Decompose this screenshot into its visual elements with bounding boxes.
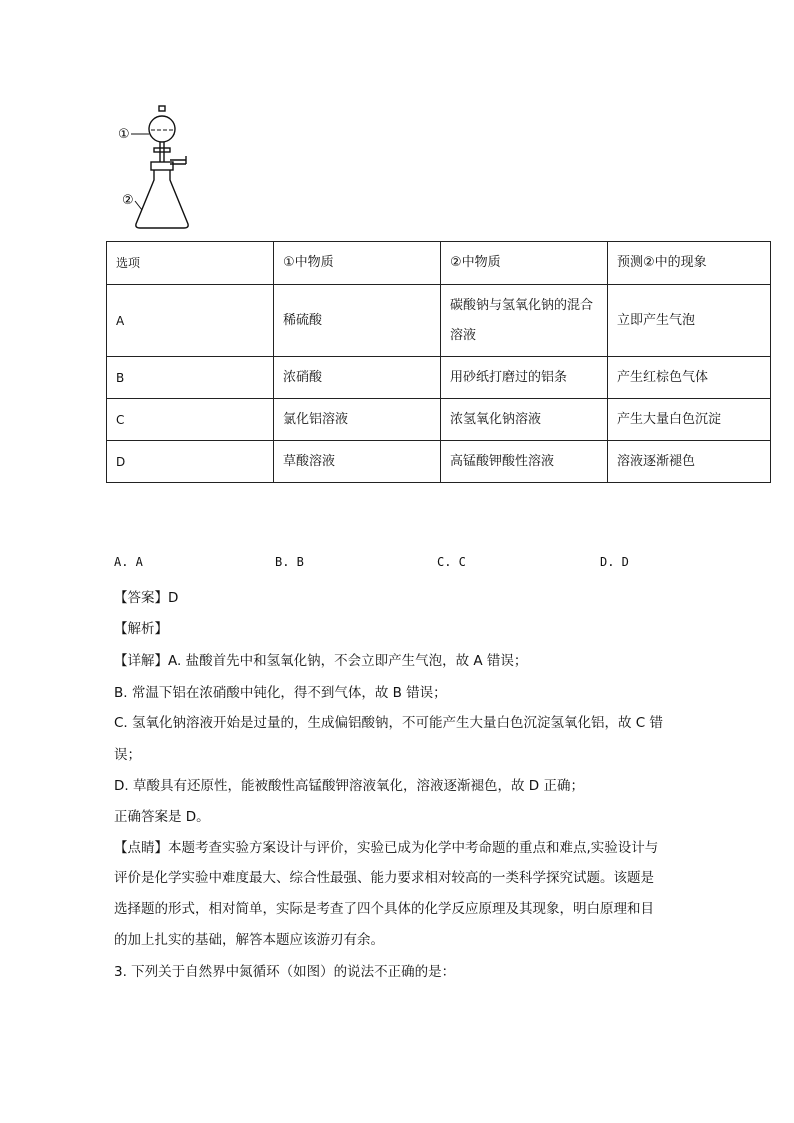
answer-options xyxy=(114,555,674,573)
conical-flask xyxy=(136,156,188,228)
comment-line-4: 的加上扎实的基础，解答本题应该游刃有余。 xyxy=(114,932,384,948)
option-b: B. B xyxy=(275,555,304,569)
detail-line-5: 正确答案是 D。 xyxy=(114,809,210,825)
comment-line-1: 【点睛】本题考查实验方案设计与评价，实验已成为化学中考命题的重点和难点,实验设计与 xyxy=(114,840,659,856)
table-cell: B xyxy=(107,357,274,399)
figure-label-2: ② xyxy=(122,193,134,208)
detail-line-4: D. 草酸具有还原性，能被酸性高锰酸钾溶液氧化，溶液逐渐褪色，故 D 正确； xyxy=(114,778,584,794)
table-cell: 草酸溶液 xyxy=(274,441,441,483)
figure-label-1: ① xyxy=(118,127,130,142)
header-option: 选项 xyxy=(107,242,274,285)
table-cell: D xyxy=(107,441,274,483)
apparatus-figure xyxy=(118,104,208,232)
table-row xyxy=(107,441,771,483)
table-cell: A xyxy=(107,285,274,357)
table-cell: 碳酸钠与氢氧化钠的混合溶液 xyxy=(441,285,608,357)
table-cell: 浓硝酸 xyxy=(274,357,441,399)
table-cell: 浓氢氧化钠溶液 xyxy=(441,399,608,441)
table-header-row xyxy=(107,242,771,285)
table-cell: 稀硫酸 xyxy=(274,285,441,357)
option-c: C. C xyxy=(437,555,466,569)
option-d: D. D xyxy=(600,555,629,569)
detail-line-3: C. 氢氧化钠溶液开始是过量的，生成偏铝酸钠，不可能产生大量白色沉淀氢氧化铝，故 C 错 xyxy=(114,715,664,731)
detail-line-3b: 误； xyxy=(114,747,141,763)
header-substance-1: ①中物质 xyxy=(274,242,441,285)
analysis-title: 【解析】 xyxy=(114,621,168,637)
table-row xyxy=(107,285,771,357)
header-substance-2: ②中物质 xyxy=(441,242,608,285)
experiment-table xyxy=(106,241,771,483)
detail-line-1: 【详解】A. 盐酸首先中和氢氧化钠，不会立即产生气泡，故 A 错误； xyxy=(114,653,528,669)
table-cell: 高锰酸钾酸性溶液 xyxy=(441,441,608,483)
table-cell: 产生红棕色气体 xyxy=(608,357,771,399)
table-cell: 产生大量白色沉淀 xyxy=(608,399,771,441)
header-phenomenon: 预测②中的现象 xyxy=(608,242,771,285)
table-cell: C xyxy=(107,399,274,441)
comment-line-3: 选择题的形式，相对简单，实际是考查了四个具体的化学反应原理及其现象，明白原理和目 xyxy=(114,901,654,917)
question-3: 3. 下列关于自然界中氮循环（如图）的说法不正确的是： xyxy=(114,964,456,980)
separatory-funnel xyxy=(149,106,175,162)
table-cell: 溶液逐渐褪色 xyxy=(608,441,771,483)
answer-line: 【答案】D xyxy=(114,590,179,606)
table-cell: 氯化铝溶液 xyxy=(274,399,441,441)
option-a: A. A xyxy=(114,555,143,569)
table-cell: 立即产生气泡 xyxy=(608,285,771,357)
table-cell: 用砂纸打磨过的铝条 xyxy=(441,357,608,399)
comment-line-2: 评价是化学实验中难度最大、综合性最强、能力要求相对较高的一类科学探究试题。该题是 xyxy=(114,870,654,886)
table-row xyxy=(107,399,771,441)
table-row xyxy=(107,357,771,399)
detail-line-2: B. 常温下铝在浓硝酸中钝化，得不到气体，故 B 错误； xyxy=(114,685,447,701)
